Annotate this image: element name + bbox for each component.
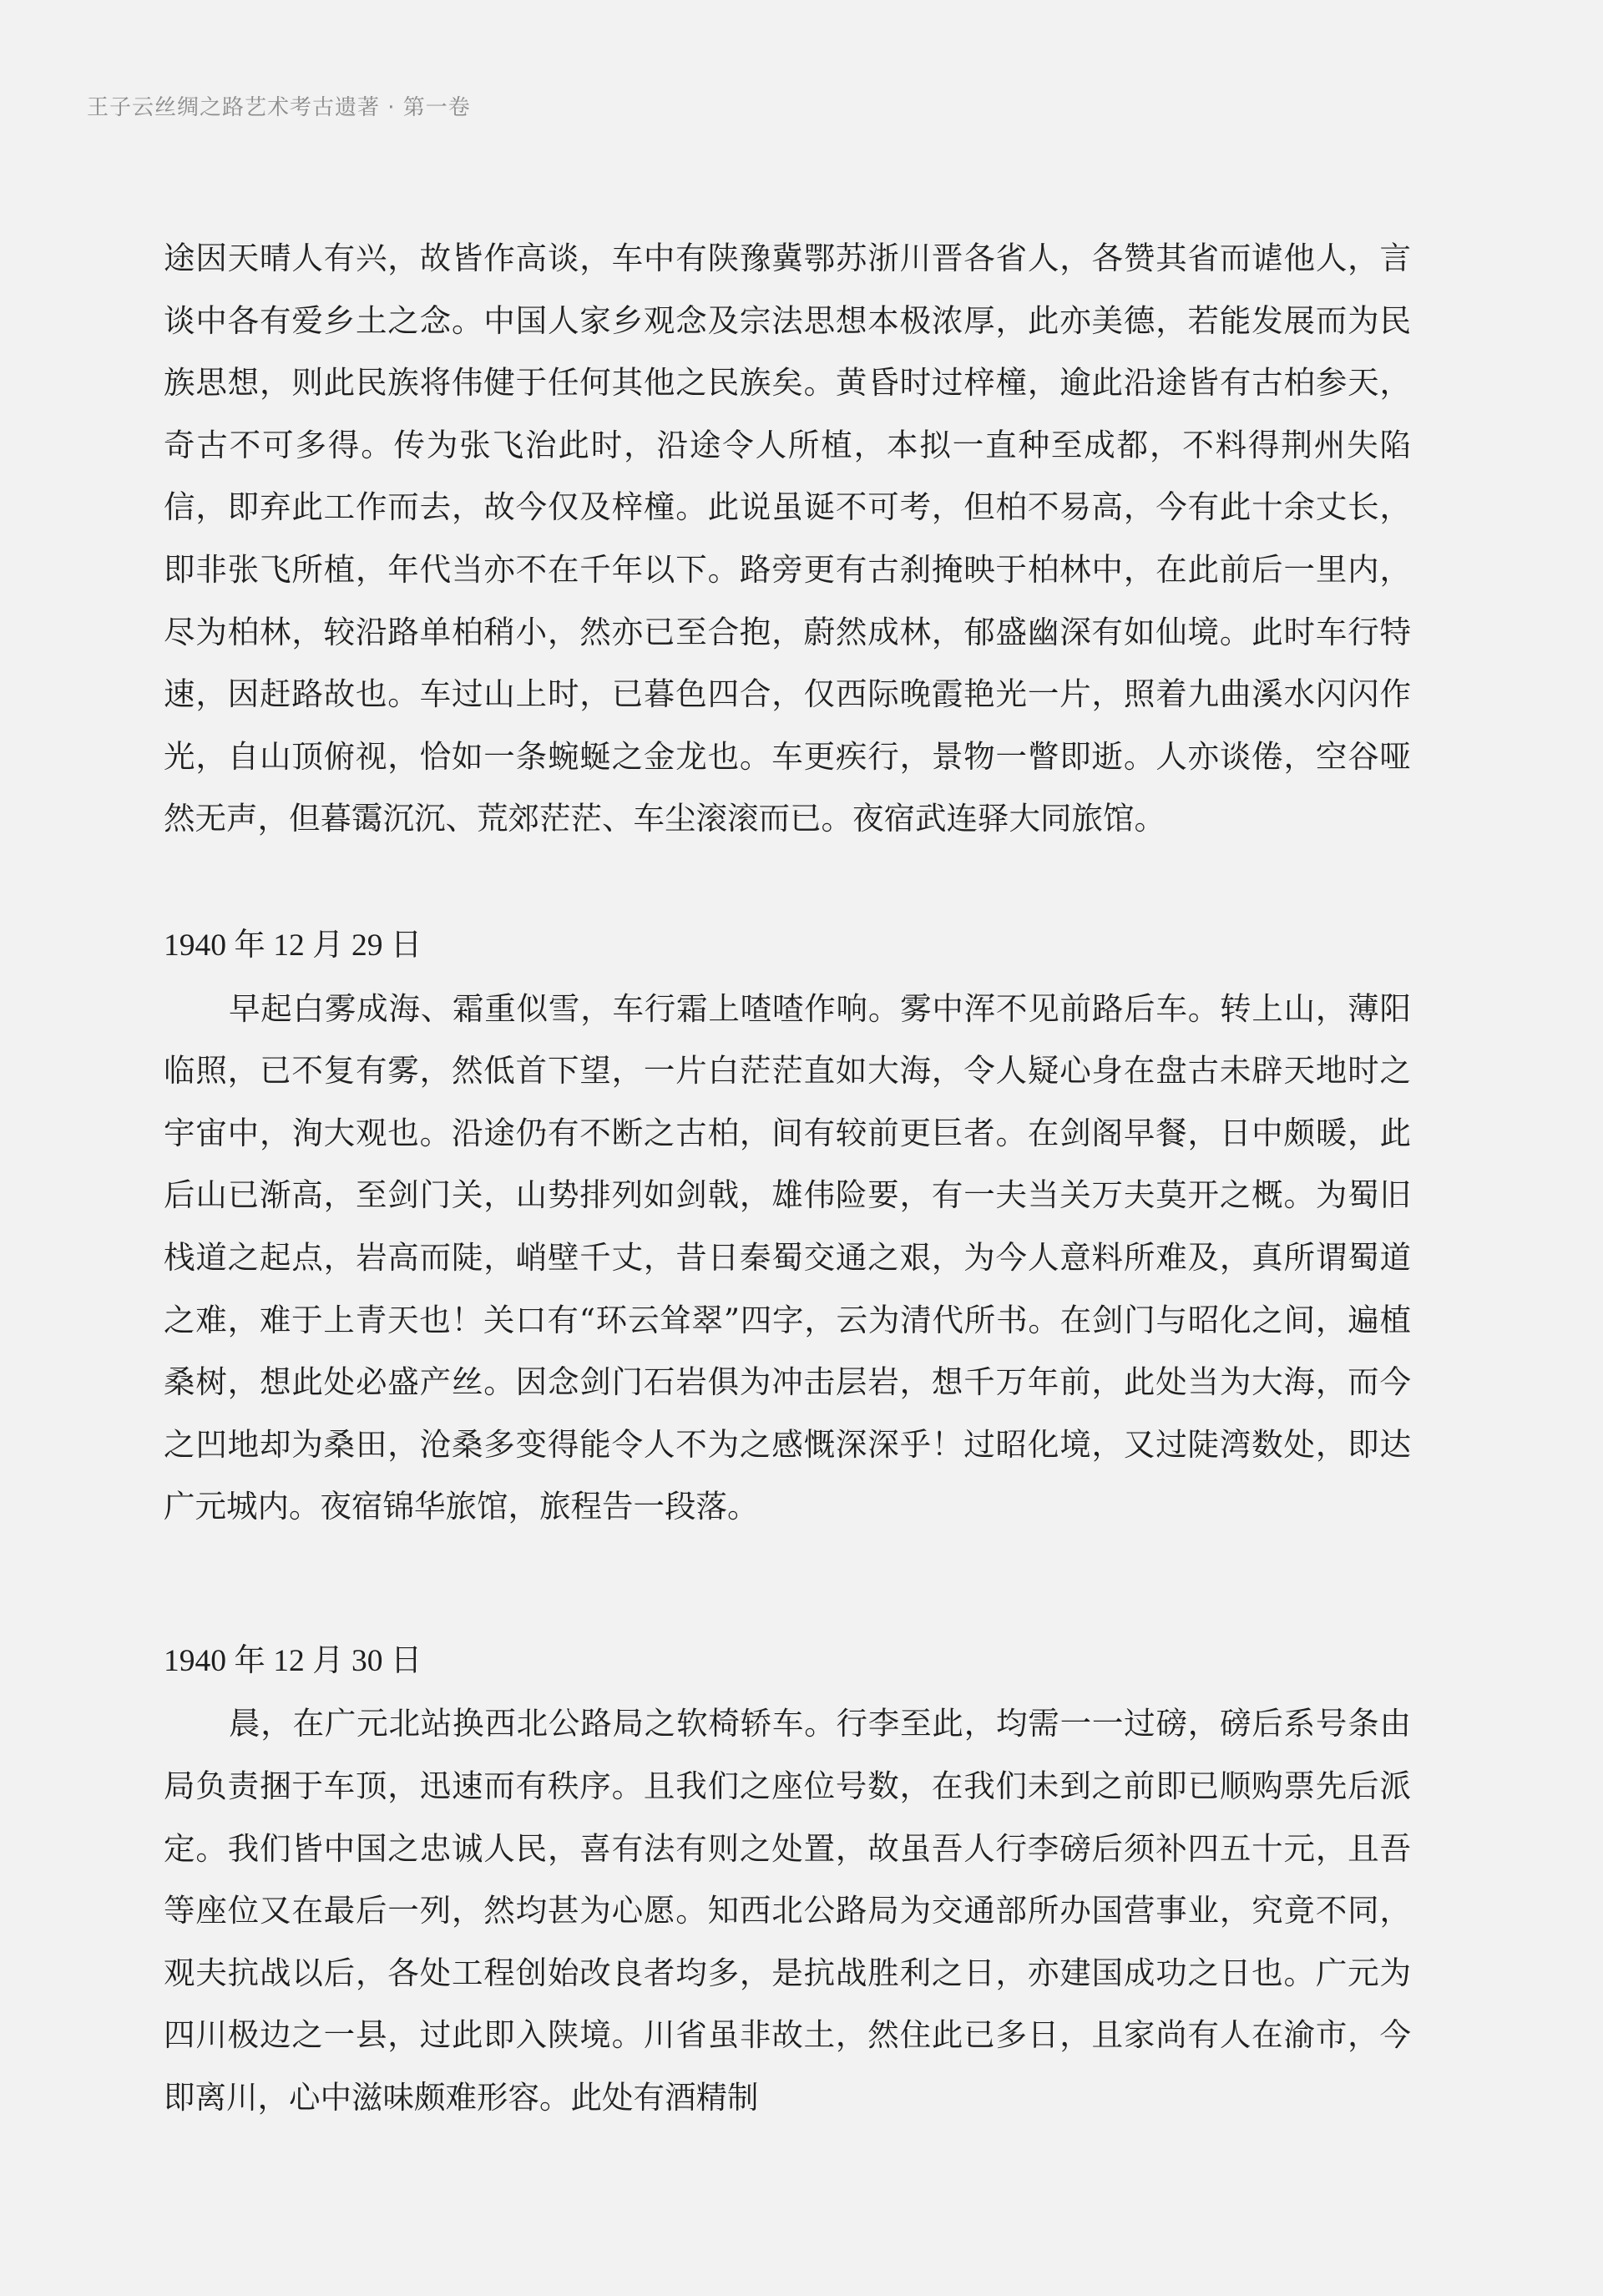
date-heading: 1940 年 12 月 30 日 <box>164 1643 422 1678</box>
running-header: 王子云丝绸之路艺术考古遗著 · 第一卷 <box>87 95 471 120</box>
paragraph: 途因天晴人有兴，故皆作高谈，车中有陕豫冀鄂苏浙川晋各省人，各赞其省而谑他人，言谈中各有爱乡土之念。中国人家乡观念及宗法思想本极浓厚，此亦美德，若能发展而为民族思想，则此民族将伟健于任何其他之民族矣。黄昏时过梓橦，逾此沿途皆有古柏参天，奇古不可多得。传为张飞治此时，沿途令人所植，本拟一直种至成都，不料得荆州失陷信，即弃此工作而去，故今仅及梓橦。此说虽诞不可考，但柏不易高，今有此十余丈长，即非张飞所植，年代当亦不在千年以下。路旁更有古刹掩映于柏林中，在此前后一里内，尽为柏林，较沿路单柏稍小，然亦已至合抱，蔚然成林，郁盛幽深有如仙境。此时车行特速，因赶路故也。车过山上时，已暮色四合，仅西际晚霞艳光一片，照着九曲溪水闪闪作光，自山顶俯视，恰如一条蜿蜒之金龙也。车更疾行，景物一瞥即逝。人亦谈倦，空谷哑然无声，但暮霭沉沉、荒郊茫茫、车尘滚滚而已。夜宿武连驿大同旅馆。 <box>164 240 1411 837</box>
date-heading: 1940 年 12 月 29 日 <box>164 928 422 963</box>
body-text <box>164 227 1411 2129</box>
section-gap <box>164 850 1411 915</box>
paragraph: 晨，在广元北站换西北公路局之软椅轿车。行李至此，均需一一过磅，磅后系号条由局负责捆于车顶，迅速而有秩序。且我们之座位号数，在我们未到之前即已顺购票先后派定。我们皆中国之忠诚人民，喜有法有则之处置，故虽吾人行李磅后须补四五十元，且吾等座位又在最后一列，然均甚为心愿。知西北公路局为交通部所办国营事业，究竟不同，观夫抗战以后，各处工程创始改良者均多，是抗战胜利之日，亦建国成功之日也。广元为四川极边之一县，过此即入陕境。川省虽非故土，然住此已多日，且家尚有人在渝市，今即离川，心中滋味颇难形容。此处有酒精制 <box>164 1705 1411 2116</box>
paragraph: 早起白雾成海、霜重似雪，车行霜上喳喳作响。雾中浑不见前路后车。转上山，薄阳临照，已不复有雾，然低首下望，一片白茫茫直如大海，令人疑心身在盘古未辟天地时之宇宙中，洵大观也。沿途仍有不断之古柏，间有较前更巨者。在剑阁早餐，日中颇暖，此后山已渐高，至剑门关，山势排列如剑戟，雄伟险要，有一夫当关万夫莫开之概。为蜀旧栈道之起点，岩高而陡，峭壁千丈，昔日秦蜀交通之艰，为今人意料所难及，真所谓蜀道之难，难于上青天也！关口有“环云耸翠”四字，云为清代所书。在剑门与昭化之间，遍植桑树，想此处必盛产丝。因念剑门石岩俱为冲击层岩，想千万年前，此处当为大海，而今之凹地却为桑田，沧桑多变得能令人不为之感慨深深乎！过昭化境，又过陡湾数处，即达广元城内。夜宿锦华旅馆，旅程告一段落。 <box>164 989 1411 1525</box>
section-gap <box>164 1538 1411 1631</box>
